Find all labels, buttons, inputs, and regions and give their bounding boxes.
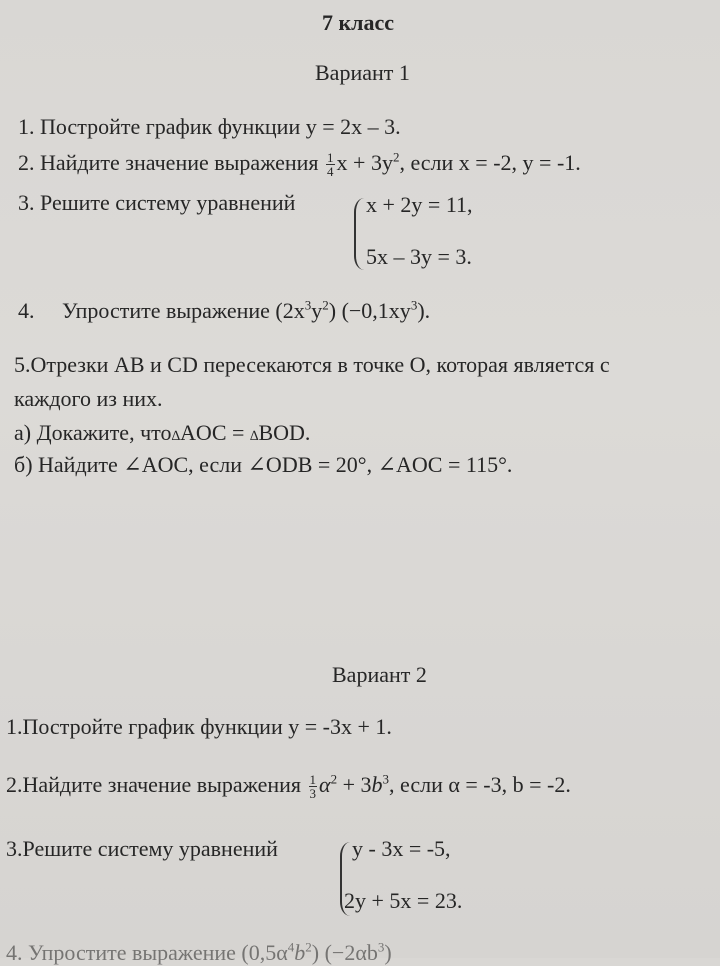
v2-q2-fraction: $\frac{1}{3}$ <box>309 772 317 802</box>
v2-question-1 <box>6 714 392 740</box>
v1-q5-line-2: каждого из них. <box>14 386 163 411</box>
v1-q4-number: 4. <box>18 298 35 323</box>
v1-q2-condition: , если x = -2, y = -1. <box>399 150 581 175</box>
v1-q1-number: 1. <box>18 114 35 139</box>
v2-q1-formula: y = -3x + 1. <box>288 714 392 739</box>
v2-q3-text: 3.Решите систему уравнений <box>6 836 278 861</box>
v1-q3-number: 3. <box>18 190 35 215</box>
v1-q5-part-b: б) Найдите ∠AOC, если ∠ODB = 20°, ∠AOC = 115°. <box>14 452 513 477</box>
v2-q1-text: 1.Постройте график функции <box>6 714 283 739</box>
v1-q5-part-a: а) Докажите, что∆AOC = ∆BOD. <box>14 420 311 445</box>
v1-system-brace <box>354 198 366 270</box>
v1-q4-expression: $(2x^3y^2)$ $(-0,1xy^3)$. <box>275 297 431 323</box>
grade-title: 7 класс <box>322 10 395 35</box>
v1-q2-text: Найдите значение выражения <box>40 150 319 175</box>
v1-q5-line-1: 5.Отрезки AB и CD пересекаются в точке О, которая является с <box>14 352 610 377</box>
triangle-icon: ∆ <box>249 429 259 444</box>
v1-q3-text: Решите систему уравнений <box>40 190 296 215</box>
v1-q2-number: 2. <box>18 150 35 175</box>
v1-q1-text: Постройте график функции <box>40 114 301 139</box>
v1-question-4 <box>18 298 430 324</box>
v2-q2-text: 2.Найдите значение выражения <box>6 772 302 797</box>
v2-q3-equation-2: 2y + 5x = 23. <box>344 888 463 913</box>
v1-question-1 <box>18 114 401 140</box>
v1-q2-fraction: $\frac{1}{4}$ <box>327 150 334 180</box>
v1-q2-expression: x + 3y <box>336 150 393 175</box>
v1-question-3 <box>18 190 295 216</box>
v2-question-3 <box>6 836 278 862</box>
v1-q4-text: Упростите выражение <box>62 298 270 323</box>
v2-question-2: 2.Найдите значение выражения $\frac{1}{3}$ $\alpha^2 + 3b^3$, если α = -3, b = -2. <box>6 771 571 802</box>
v2-question-4-partial: 4. Упростите выражение $(0,5\alpha^4b^2)$ $(-2\alpha b^3)$ <box>6 939 392 965</box>
v1-q1-formula: y = 2x – 3. <box>305 114 401 139</box>
variant2-title: Вариант 2 <box>332 662 427 687</box>
v2-q3-equation-1: y - 3x = -5, <box>352 836 451 861</box>
triangle-icon: ∆ <box>171 429 181 444</box>
v2-q2-condition: , если α = -3, b = -2. <box>389 772 571 797</box>
variant1-title: Вариант 1 <box>315 60 410 85</box>
v1-q3-equation-2: 5x – 3y = 3. <box>366 244 472 269</box>
v1-question-2: 2. Найдите значение выражения $\frac{1}{4}$ $x + 3y^2$, если x = -2, y = -1. <box>18 149 581 180</box>
v1-q3-equation-1: x + 2y = 11, <box>366 192 473 217</box>
